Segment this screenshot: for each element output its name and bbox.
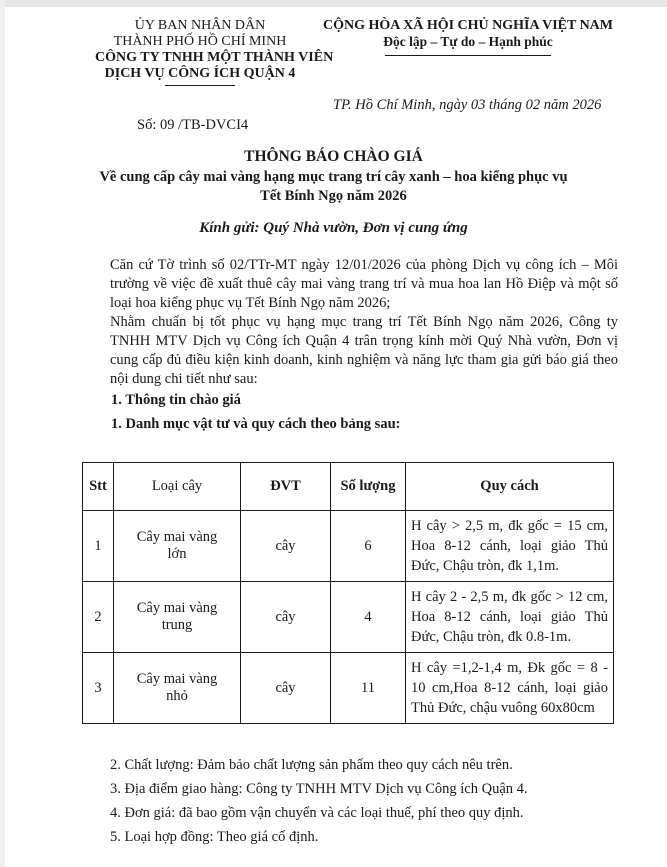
page-top-edge: [0, 0, 667, 7]
agency-line-2: THÀNH PHỐ HỒ CHÍ MINH: [113, 34, 287, 49]
national-title: CỘNG HÒA XÃ HỘI CHỦ NGHĨA VIỆT NAM: [322, 18, 613, 33]
cell-specification: H cây 2 - 2,5 m, đk gốc > 12 cm, Hoa 8-12 cánh, loại giảo Thủ Đức, Chậu tròn, đk 0.8-1m.: [406, 582, 614, 653]
table-row: [83, 653, 614, 724]
paragraph-basis: [110, 256, 618, 313]
cell-specification: H cây =1,2-1,4 m, Đk gốc = 8 - 10 cm,Hoa 8-12 cánh, loại giảo Thủ Đức, chậu vuông 60x80cm: [406, 653, 614, 724]
cell-unit: cây: [241, 582, 331, 653]
cell-stt: 1: [83, 511, 114, 582]
national-header: [318, 18, 618, 50]
table-row: [83, 582, 614, 653]
section-heading-1: 1. Thông tin chào giá: [111, 392, 241, 408]
page-left-edge: [0, 0, 5, 867]
paragraph-basis-text: Căn cứ Tờ trình số 02/TTr-MT ngày 12/01/2026 của phòng Dịch vụ công ích – Môi trường về việc đề xuất thuê cây mai vàng trang trí và mua hoa lan Hồ Điệp và một số loại hoa kiểng phục vụ Tết Bính Ngọ năm 2026;: [110, 257, 618, 311]
delivery-clause: 3. Địa điểm giao hàng: Công ty TNHH MTV Dịch vụ Công ích Quận 4.: [110, 781, 528, 797]
quality-clause: 2. Chất lượng: Đảm bảo chất lượng sản phẩm theo quy cách nêu trên.: [110, 757, 513, 773]
company-line-1: CÔNG TY TNHH MỘT THÀNH VIÊN: [95, 50, 334, 65]
cell-plant-type: [114, 653, 241, 724]
document-number: Số: 09 /TB-DVCI4: [137, 117, 249, 133]
paragraph-invitation: [110, 313, 618, 389]
plant-type-line-2: trung: [161, 617, 193, 633]
plant-type-line-1: Cây mai vàng: [136, 529, 218, 545]
cell-quantity: 11: [331, 653, 406, 724]
cell-unit: cây: [241, 511, 331, 582]
document-title: THÔNG BÁO CHÀO GIÁ: [244, 148, 423, 165]
header-specification: Quy cách: [406, 463, 614, 511]
item-table: [82, 462, 614, 724]
agency-line-1: ỦY BAN NHÂN DÂN: [134, 18, 266, 33]
header-stt: Stt: [83, 463, 114, 511]
cell-stt: 2: [83, 582, 114, 653]
table-row: [83, 511, 614, 582]
agency-header: [95, 18, 334, 82]
issue-date: TP. Hồ Chí Minh, ngày 03 tháng 02 năm 2026: [333, 97, 602, 113]
plant-type-line-2: lớn: [167, 546, 187, 562]
document-subtitle-2: Tết Bính Ngọ năm 2026: [260, 188, 407, 204]
agency-underline: [165, 85, 235, 86]
cell-specification: H cây > 2,5 m, đk gốc = 15 cm, Hoa 8-12 cánh, loại giảo Thủ Đức, Chậu tròn, đk 1,1m.: [406, 511, 614, 582]
plant-type-line-1: Cây mai vàng: [136, 671, 218, 687]
cell-stt: 3: [83, 653, 114, 724]
addressee: Kính gửi: Quý Nhà vườn, Đơn vị cung ứng: [199, 220, 468, 236]
cell-plant-type: [114, 582, 241, 653]
cell-quantity: 4: [331, 582, 406, 653]
price-clause: 4. Đơn giá: đã bao gồm vận chuyển và các loại thuế, phí theo quy định.: [110, 805, 524, 821]
cell-plant-type: [114, 511, 241, 582]
table-header-row: [83, 463, 614, 511]
paragraph-invitation-text: Nhằm chuẩn bị tốt phục vụ hạng mục trang trí Tết Bính Ngọ năm 2026, Công ty TNHH MTV Dịch vụ Công ích Quận 4 trân trọng kính mời Quý Nhà vườn, Đơn vị cung cấp đủ điều kiện kinh doanh, kinh nghiệm và năng lực tham gia gửi báo giá theo nội dung chi tiết như sau:: [110, 314, 618, 387]
cell-quantity: 6: [331, 511, 406, 582]
plant-type-line-1: Cây mai vàng: [136, 600, 218, 616]
national-motto: Độc lập – Tự do – Hạnh phúc: [383, 34, 553, 49]
cell-unit: cây: [241, 653, 331, 724]
header-quantity: Số lượng: [331, 463, 406, 511]
plant-type-line-2: nhỏ: [166, 688, 188, 704]
header-plant-type: Loại cây: [114, 463, 241, 511]
document-subtitle-1: Về cung cấp cây mai vàng hạng mục trang trí cây xanh – hoa kiểng phục vụ: [99, 169, 568, 185]
section-heading-1-1: 1. Danh mục vật tư và quy cách theo bảng sau:: [111, 416, 401, 432]
company-line-2: DỊCH VỤ CÔNG ÍCH QUẬN 4: [104, 66, 296, 81]
header-unit: ĐVT: [241, 463, 331, 511]
motto-underline: [385, 55, 551, 56]
contract-clause: 5. Loại hợp đồng: Theo giá cố định.: [110, 829, 319, 845]
